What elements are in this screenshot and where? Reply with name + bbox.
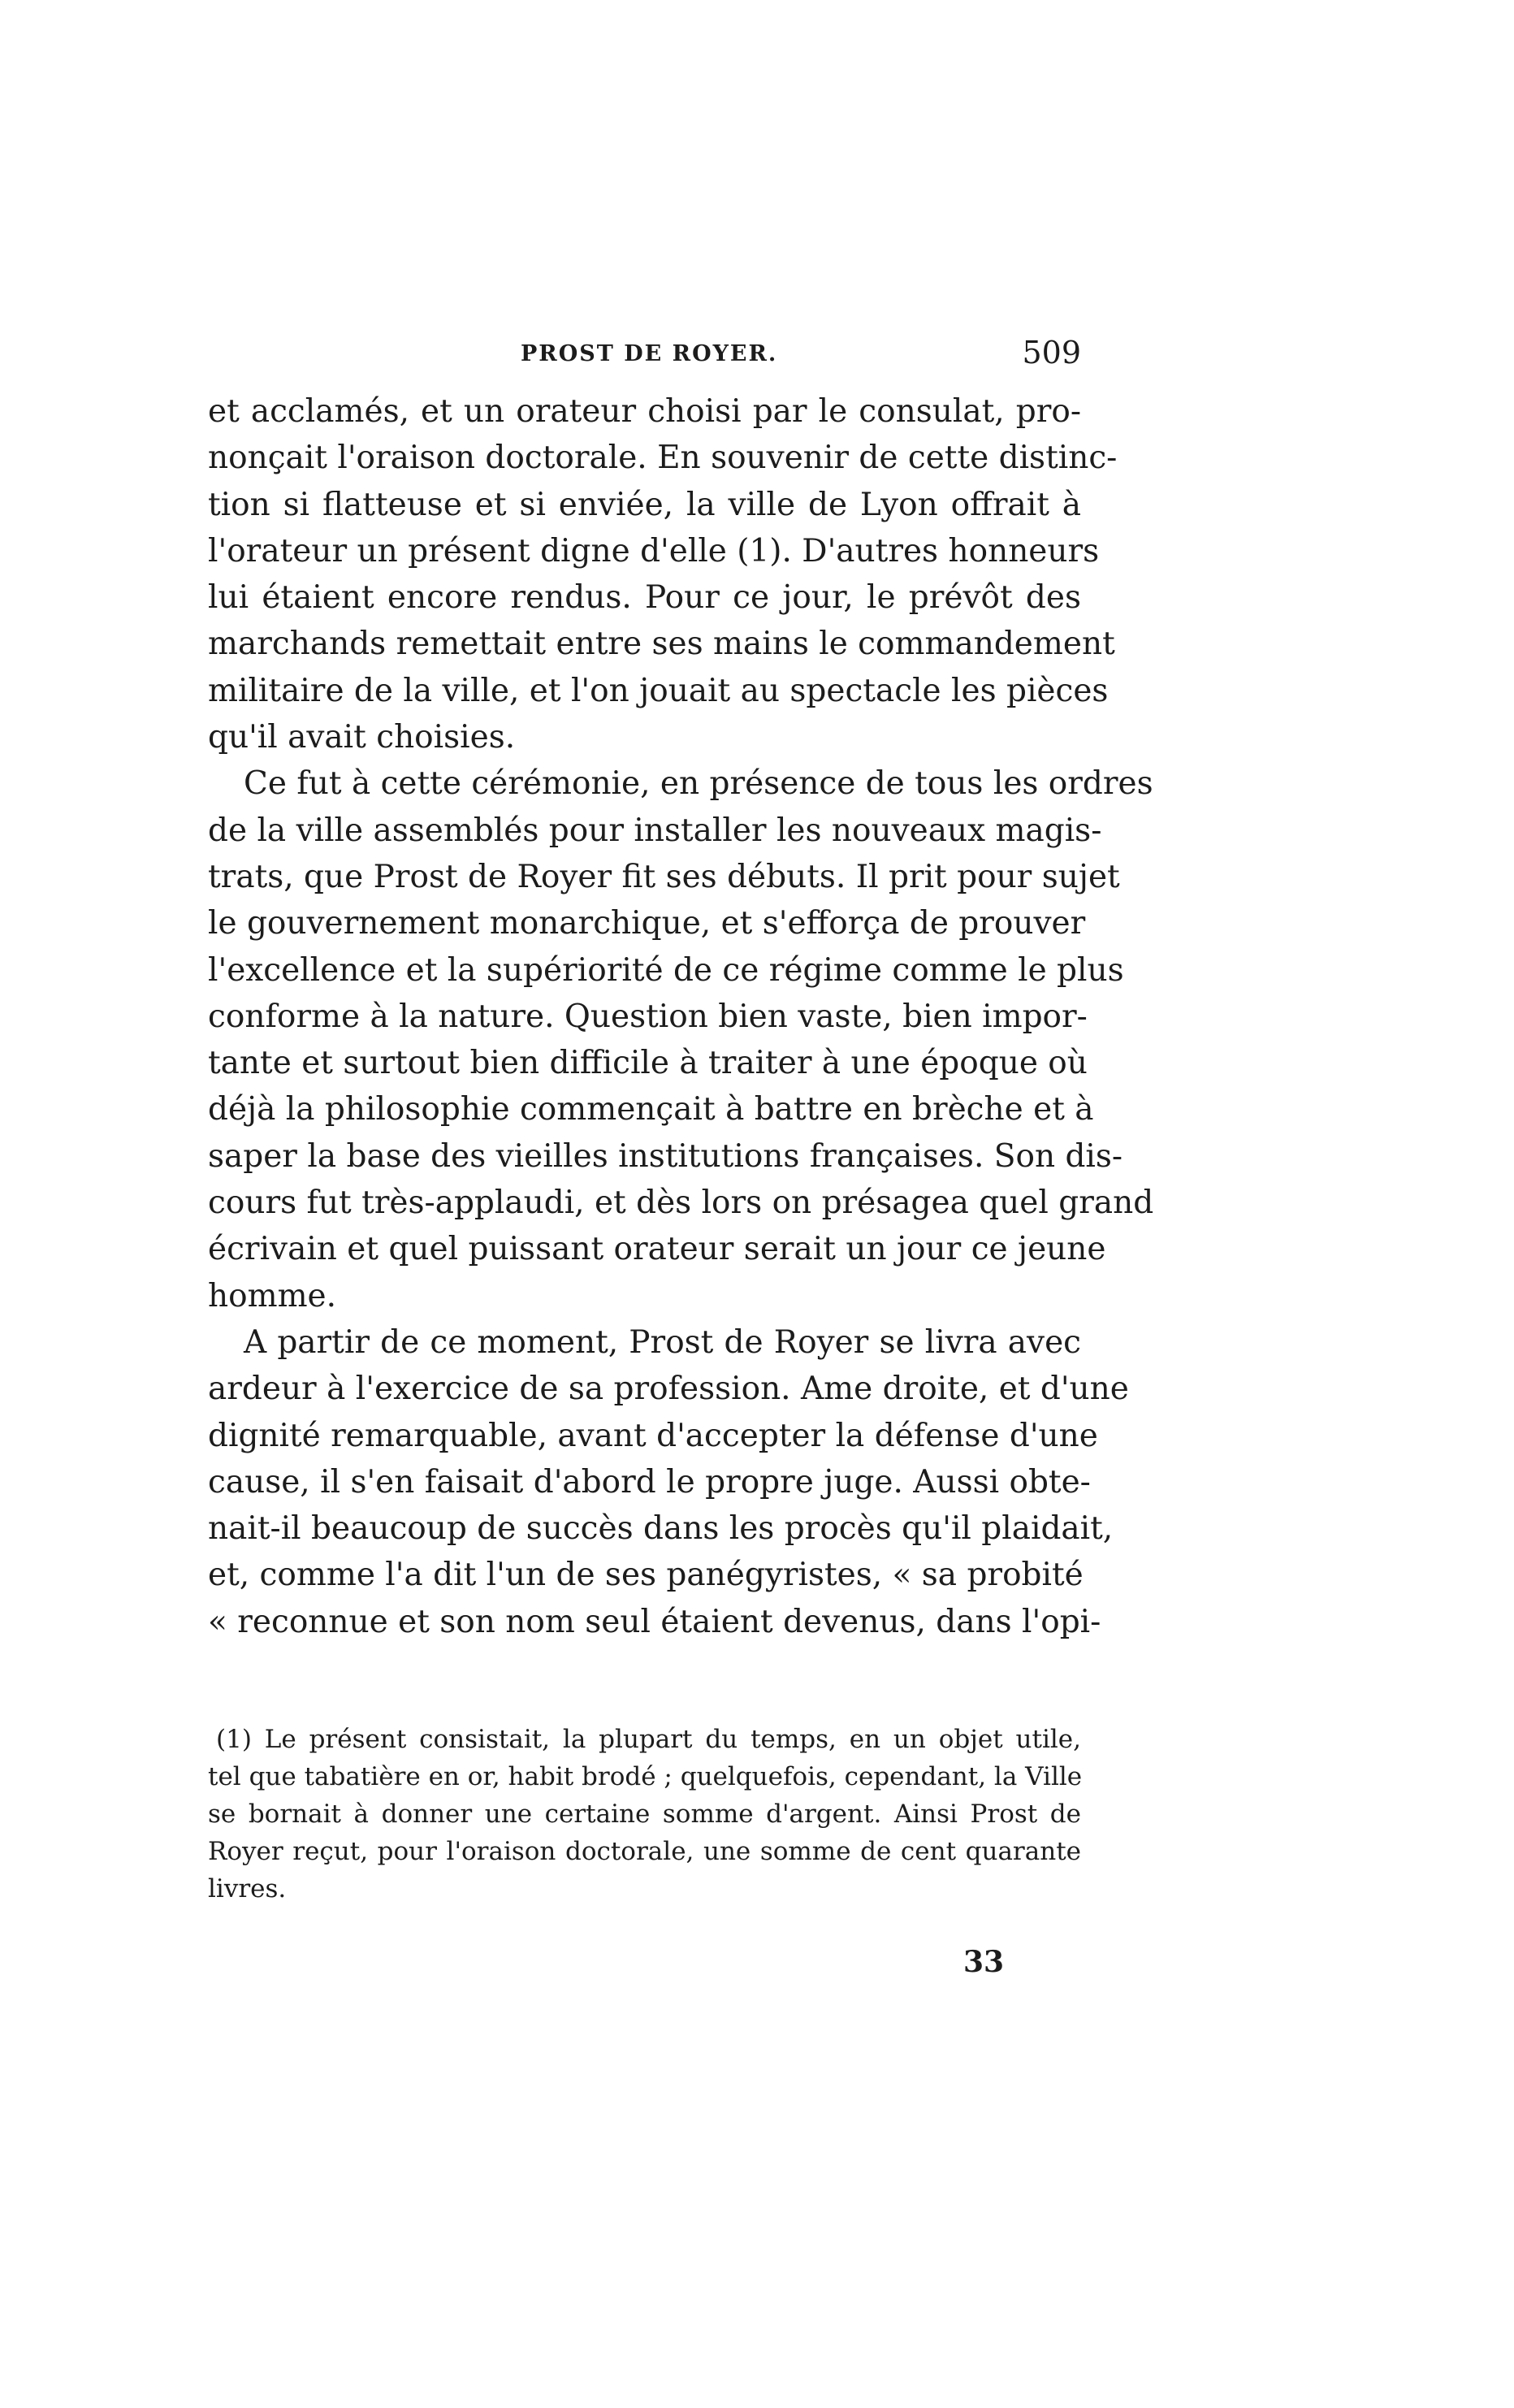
footnote xyxy=(208,1721,1081,1908)
text-line: l'excellence et la supériorité de ce régime comme le plus xyxy=(208,951,1124,989)
text-line: marchands remettait entre ses mains le commandement xyxy=(208,626,1115,663)
main-text xyxy=(208,388,1154,1645)
running-title: PROST DE ROYER. xyxy=(521,341,778,366)
text-line: de la ville assemblés pour installer les nouveaux magis- xyxy=(208,812,1102,849)
paragraph-1 xyxy=(208,388,1118,760)
text-line: saper la base des vieilles institutions françaises. Son dis- xyxy=(208,1137,1123,1175)
text-line: ardeur à l'exercice de sa profession. Ame droite, et d'une xyxy=(208,1371,1129,1408)
paragraph-2 xyxy=(208,760,1154,1319)
text-line: écrivain et quel puissant orateur serait un jour ce jeune xyxy=(208,1231,1106,1268)
footnote-line: livres. xyxy=(208,1874,287,1903)
footnote-line: se bornait à donner une certaine somme d'argent. Ainsi Prost de xyxy=(208,1800,1081,1829)
text-line: cours fut très-applaudi, et dès lors on présagea quel grand xyxy=(208,1185,1154,1222)
text-line: A partir de ce moment, Prost de Royer se livra avec xyxy=(244,1323,1081,1361)
text-line: dignité remarquable, avant d'accepter la défense d'une xyxy=(208,1417,1098,1454)
text-line: conforme à la nature. Question bien vaste, bien impor- xyxy=(208,998,1088,1035)
text-line: l'orateur un présent digne d'elle (1). D'autres honneurs xyxy=(208,532,1100,570)
text-line: déjà la philosophie commençait à battre en brèche et à xyxy=(208,1091,1094,1128)
text-line: homme. xyxy=(208,1277,337,1314)
text-line: nait-il beaucoup de succès dans les procès qu'il plaidait, xyxy=(208,1510,1114,1548)
text-line: tion si flatteuse et si enviée, la ville de Lyon offrait à xyxy=(208,486,1081,523)
footnote-line: Royer reçut, pour l'oraison doctorale, une somme de cent quarante xyxy=(208,1837,1081,1866)
text-line: nonçait l'oraison doctorale. En souvenir de cette distinc- xyxy=(208,440,1118,477)
text-line: « reconnue et son nom seul étaient devenus, dans l'opi- xyxy=(208,1603,1101,1640)
footnote-line: tel que tabatière en or, habit brodé ; quelquefois, cependant, la Ville xyxy=(208,1762,1083,1791)
text-line: lui étaient encore rendus. Pour ce jour, le prévôt des xyxy=(208,579,1081,617)
page-number: 509 xyxy=(1022,335,1081,370)
running-head xyxy=(208,335,1081,383)
text-line: et acclamés, et un orateur choisi par le consulat, pro- xyxy=(208,393,1081,430)
text-line: qu'il avait choisies. xyxy=(208,719,516,756)
text-line: et, comme l'a dit l'un de ses panégyristes, « sa probité xyxy=(208,1557,1084,1594)
text-line: militaire de la ville, et l'on jouait au spectacle les pièces xyxy=(208,672,1109,709)
paragraph-3 xyxy=(208,1319,1129,1645)
signature-mark: 33 xyxy=(963,1945,1005,1979)
text-line: trats, que Prost de Royer fit ses débuts. Il prit pour sujet xyxy=(208,858,1120,895)
footnote-line: (1) Le présent consistait, la plupart du temps, en un objet utile, xyxy=(216,1725,1081,1754)
text-line: Ce fut à cette cérémonie, en présence de tous les ordres xyxy=(244,765,1153,803)
text-line: tante et surtout bien difficile à traiter à une époque où xyxy=(208,1045,1088,1082)
text-line: cause, il s'en faisait d'abord le propre juge. Aussi obte- xyxy=(208,1463,1091,1501)
text-line: le gouvernement monarchique, et s'efforça de prouver xyxy=(208,905,1086,942)
